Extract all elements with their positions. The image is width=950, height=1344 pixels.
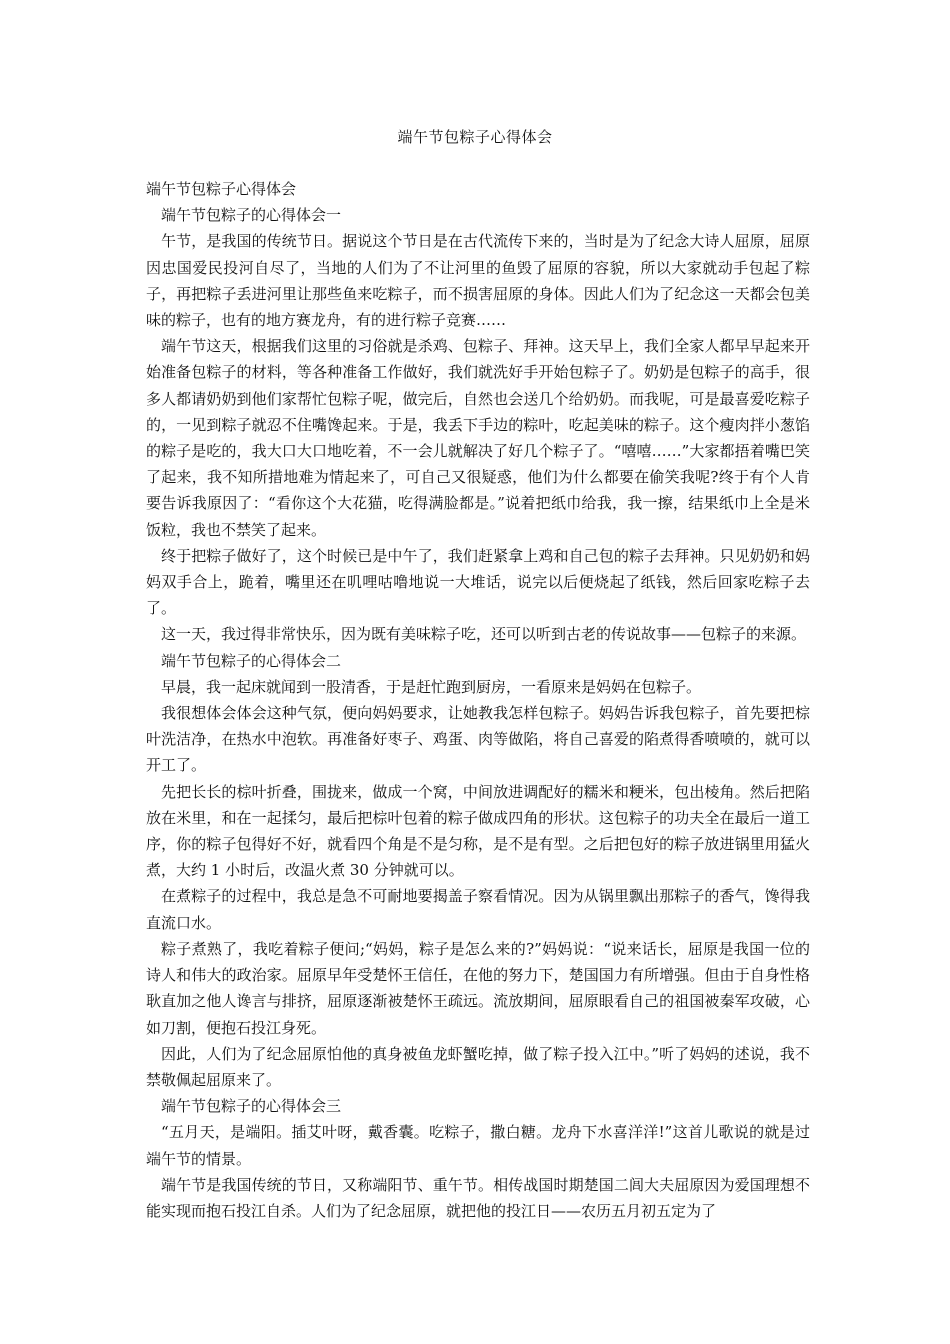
- document-title: 端午节包粽子心得体会: [397, 128, 553, 146]
- paragraph: “五月天，是端阳。插艾叶呀，戴香囊。吃粽子，撒白糖。龙舟下水喜洋洋!”这首儿歌说的就是过端午节的情景。: [146, 1123, 810, 1168]
- paragraph: 粽子煮熟了，我吃着粽子便问;“妈妈，粽子是怎么来的?”妈妈说：“说来话长，屈原是我国一位的诗人和伟大的政治家。屈原早年受楚怀王信任，在他的努力下，楚国国力有所增强。但由于自身性格耿直加之他人谗言与排挤，屈原逐渐被楚怀王疏远。流放期间，屈原眼看自己的祖国被秦军攻破，心如刀割，便抱石投江身死。: [146, 939, 810, 1037]
- paragraph: 端午节包粽子心得体会: [146, 180, 297, 198]
- paragraph: 端午节包粽子的心得体会一: [161, 206, 342, 225]
- paragraph: 终于把粽子做好了，这个时候已是中午了，我们赶紧拿上鸡和自己包的粽子去拜神。只见奶奶和妈妈双手合上，跪着，嘴里还在叽哩咕噜地说一大堆话，说完以后便烧起了纸钱，然后回家吃粽子去了。: [146, 546, 810, 618]
- paragraph: 在煮粽子的过程中，我总是急不可耐地要揭盖子察看情况。因为从锅里飘出那粽子的香气，馋得我直流口水。: [146, 887, 810, 932]
- paragraph: 午节，是我国的传统节日。据说这个节日是在古代流传下来的，当时是为了纪念大诗人屈原，屈原因忠国爱民投河自尽了，当地的人们为了不让河里的鱼毁了屈原的容貌，所以大家就动手包起了粽子，再把粽子丢进河里让那些鱼来吃粽子，而不损害屈原的身体。因此人们为了纪念这一天都会包美味的粽子，也有的地方赛龙舟，有的进行粽子竞赛……: [146, 232, 810, 330]
- paragraph: 端午节是我国传统的节日，又称端阳节、重午节。相传战国时期楚国二闾大夫屈原因为爱国理想不能实现而抱石投江自杀。人们为了纪念屈原，就把他的投江日——农历五月初五定为了: [146, 1175, 810, 1220]
- paragraph: 我很想体会体会这种气氛，便向妈妈要求，让她教我怎样包粽子。妈妈告诉我包粽子，首先要把棕叶洗洁净，在热水中泡软。再准备好枣子、鸡蛋、肉等做陷，将自己喜爱的陷煮得香喷喷的，就可以开工了。: [146, 704, 810, 775]
- paragraph: 这一天，我过得非常快乐，因为既有美味粽子吃，还可以听到古老的传说故事——包粽子的来源。: [161, 625, 807, 644]
- paragraph: 因此，人们为了纪念屈原怕他的真身被鱼龙虾蟹吃掉，做了粽子投入江中。”听了妈妈的述说，我不禁敬佩起屈原来了。: [146, 1044, 810, 1089]
- paragraph: 端午节包粽子的心得体会三: [161, 1097, 342, 1116]
- paragraph: 早晨，我一起床就闻到一股清香，于是赶忙跑到厨房，一看原来是妈妈在包粽子。: [161, 677, 702, 696]
- paragraph: 先把长长的棕叶折叠，围拢来，做成一个窝，中间放进调配好的糯米和粳米，包出棱角。然后把陷放在米里，和在一起揉匀，最后把棕叶包着的粽子做成四角的形状。这包粽子的功夫全在最后一道工序，你的粽子包得好不好，就看四个角是不是匀称，是不是有型。之后把包好的粽子放进锅里用猛火煮，大约 1 小时后，改温火煮 30 分钟就可以。: [146, 782, 810, 880]
- document-body: [146, 176, 810, 1224]
- paragraph: 端午节这天，根据我们这里的习俗就是杀鸡、包粽子、拜神。这天早上，我们全家人都早早起来开始准备包粽子的材料，等各种准备工作做好，我们就洗好手开始包粽子了。奶奶是包粽子的高手，很多人都请奶奶到他们家帮忙包粽子呢，做完后，自然也会送几个给奶奶。而我呢，可是最喜爱吃粽子的，一见到粽子就忍不住嘴馋起来。于是，我丢下手边的粽叶，吃起美味的粽子。这个瘦肉拌小葱馅的粽子是吃的，我大口大口地吃着，不一会儿就解决了好几个粽子了。“嘻嘻……”大家都捂着嘴巴笑了起来，我不知所措地难为情起来了，可自己又很疑惑，他们为什么都要在偷笑我呢?终于有个人肯要告诉我原因了：“看你这个大花猫，吃得满脸都是。”说着把纸巾给我，我一擦，结果纸巾上全是米饭粒，我也不禁笑了起来。: [146, 337, 810, 539]
- paragraph: 端午节包粽子的心得体会二: [161, 651, 342, 670]
